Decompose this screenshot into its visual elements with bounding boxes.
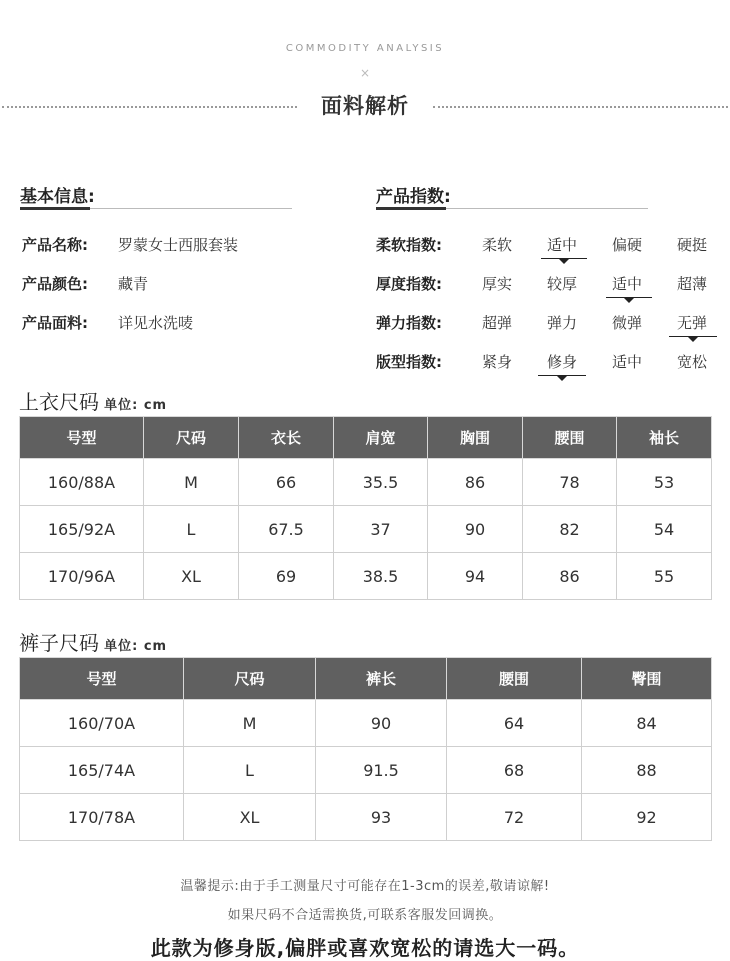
table-cell: 35.5 bbox=[334, 459, 428, 506]
table-cell: L bbox=[184, 747, 316, 794]
table-cell: 53 bbox=[617, 459, 712, 506]
column-header: 尺码 bbox=[184, 658, 316, 700]
table-cell: XL bbox=[184, 794, 316, 841]
column-header: 腰围 bbox=[523, 417, 617, 459]
softness-option-selected: 适中 bbox=[546, 236, 577, 254]
table-cell: 91.5 bbox=[316, 747, 447, 794]
pants-size-unit: 单位: cm bbox=[104, 639, 168, 654]
table-row bbox=[20, 747, 712, 794]
table-cell: 170/96A bbox=[20, 553, 144, 600]
product-name-label: 产品名称: bbox=[22, 236, 88, 254]
product-color-value: 藏青 bbox=[118, 275, 149, 293]
table-cell: 88 bbox=[582, 747, 712, 794]
column-header: 腰围 bbox=[447, 658, 582, 700]
table-cell: 160/88A bbox=[20, 459, 144, 506]
table-cell: 37 bbox=[334, 506, 428, 553]
thickness-option: 较厚 bbox=[546, 275, 577, 293]
product-fabric-value: 详见水洗唛 bbox=[118, 314, 194, 332]
basic-info-heading: 基本信息: bbox=[20, 187, 95, 207]
column-header: 衣长 bbox=[239, 417, 334, 459]
elasticity-option: 超弹 bbox=[481, 314, 512, 332]
table-cell: 67.5 bbox=[239, 506, 334, 553]
page-title: 面料解析 bbox=[321, 94, 409, 118]
product-fabric-label: 产品面料: bbox=[22, 314, 88, 332]
fit-option: 适中 bbox=[611, 353, 642, 371]
top-size-heading bbox=[19, 386, 167, 415]
fit-selected-marker bbox=[557, 376, 567, 381]
softness-index-label: 柔软指数: bbox=[376, 236, 442, 254]
column-header: 裤长 bbox=[316, 658, 447, 700]
thickness-selected-marker bbox=[624, 298, 634, 303]
fit-option-selected: 修身 bbox=[546, 353, 577, 371]
table-row bbox=[20, 794, 712, 841]
product-color-label: 产品颜色: bbox=[22, 275, 88, 293]
table-cell: 86 bbox=[428, 459, 523, 506]
table-cell: 82 bbox=[523, 506, 617, 553]
header-en-title: COMMODITY ANALYSIS bbox=[285, 43, 445, 54]
table-cell: 90 bbox=[428, 506, 523, 553]
softness-selected-marker bbox=[559, 259, 569, 264]
table-cell: 72 bbox=[447, 794, 582, 841]
table-cell: 69 bbox=[239, 553, 334, 600]
table-header-row bbox=[20, 658, 712, 700]
table-cell: 90 bbox=[316, 700, 447, 747]
column-header: 袖长 bbox=[617, 417, 712, 459]
product-index-heading: 产品指数: bbox=[376, 187, 451, 207]
table-row bbox=[20, 553, 712, 600]
table-row bbox=[20, 700, 712, 747]
table-cell: 64 bbox=[447, 700, 582, 747]
fit-index-label: 版型指数: bbox=[376, 353, 442, 371]
softness-option: 偏硬 bbox=[611, 236, 642, 254]
top-size-table bbox=[19, 416, 712, 600]
thickness-index-label: 厚度指数: bbox=[376, 275, 442, 293]
table-header-row bbox=[20, 417, 712, 459]
table-cell: 66 bbox=[239, 459, 334, 506]
table-row bbox=[20, 459, 712, 506]
thickness-option-selected: 适中 bbox=[611, 275, 642, 293]
table-cell: M bbox=[184, 700, 316, 747]
column-header: 肩宽 bbox=[334, 417, 428, 459]
table-cell: 54 bbox=[617, 506, 712, 553]
table-cell: M bbox=[144, 459, 239, 506]
header-x-mark: × bbox=[359, 66, 371, 80]
top-size-title: 上衣尺码 bbox=[19, 390, 99, 414]
pants-size-title: 裤子尺码 bbox=[19, 631, 99, 655]
exchange-note: 如果尺码不合适需换货,可联系客服发回调换。 bbox=[227, 908, 503, 923]
table-cell: 68 bbox=[447, 747, 582, 794]
table-cell: 93 bbox=[316, 794, 447, 841]
fit-option: 宽松 bbox=[676, 353, 707, 371]
elasticity-option: 弹力 bbox=[546, 314, 577, 332]
table-cell: 78 bbox=[523, 459, 617, 506]
column-header: 尺码 bbox=[144, 417, 239, 459]
table-cell: 92 bbox=[582, 794, 712, 841]
table-cell: L bbox=[144, 506, 239, 553]
thickness-option: 超薄 bbox=[676, 275, 707, 293]
table-cell: 170/78A bbox=[20, 794, 184, 841]
column-header: 胸围 bbox=[428, 417, 523, 459]
elasticity-selected-marker bbox=[688, 337, 698, 342]
softness-option: 柔软 bbox=[481, 236, 512, 254]
table-cell: XL bbox=[144, 553, 239, 600]
fit-recommendation: 此款为修身版,偏胖或喜欢宽松的请选大一码。 bbox=[150, 936, 580, 960]
table-cell: 165/74A bbox=[20, 747, 184, 794]
measurement-tip: 温馨提示:由于手工测量尺寸可能存在1-3cm的误差,敬请谅解! bbox=[180, 879, 550, 894]
column-header: 号型 bbox=[20, 417, 144, 459]
elasticity-option-selected: 无弹 bbox=[676, 314, 707, 332]
top-size-unit: 单位: cm bbox=[104, 398, 168, 413]
pants-size-heading bbox=[19, 627, 167, 656]
product-name-value: 罗蒙女士西服套装 bbox=[118, 236, 239, 254]
table-cell: 38.5 bbox=[334, 553, 428, 600]
table-cell: 165/92A bbox=[20, 506, 144, 553]
basic-info-accent bbox=[20, 207, 90, 210]
elasticity-index-label: 弹力指数: bbox=[376, 314, 442, 332]
thickness-option: 厚实 bbox=[481, 275, 512, 293]
pants-size-table bbox=[19, 657, 712, 841]
table-cell: 55 bbox=[617, 553, 712, 600]
column-header: 号型 bbox=[20, 658, 184, 700]
table-cell: 84 bbox=[582, 700, 712, 747]
table-row bbox=[20, 506, 712, 553]
column-header: 臀围 bbox=[582, 658, 712, 700]
fit-option: 紧身 bbox=[481, 353, 512, 371]
product-index-accent bbox=[376, 207, 446, 210]
softness-option: 硬挺 bbox=[676, 236, 707, 254]
elasticity-option: 微弹 bbox=[611, 314, 642, 332]
table-cell: 94 bbox=[428, 553, 523, 600]
table-cell: 86 bbox=[523, 553, 617, 600]
header-dotted-line-right bbox=[433, 106, 728, 108]
table-cell: 160/70A bbox=[20, 700, 184, 747]
